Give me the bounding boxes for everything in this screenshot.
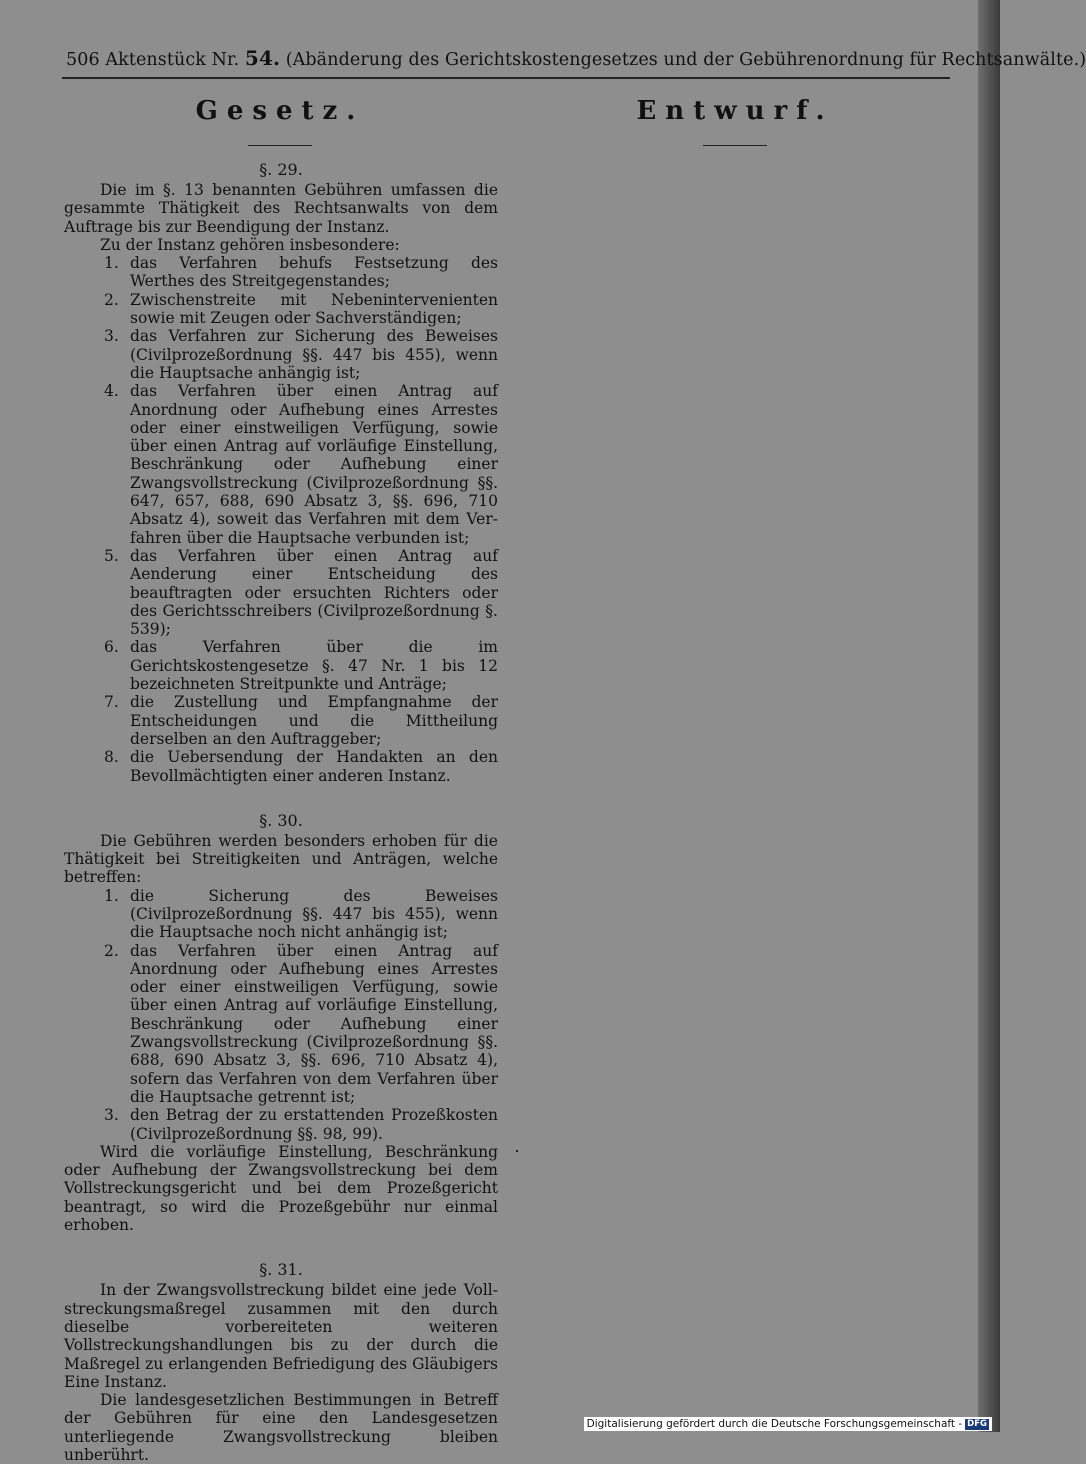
list-item-text: das Verfahren zur Sicherung des Beweises (Civilprozeßordnung §§. 447 bis 455), wenn die Hauptsache anhängig ist; bbox=[130, 327, 498, 382]
list-item bbox=[64, 887, 498, 942]
section-heading: §. 29. bbox=[259, 160, 303, 179]
section-heading: §. 31. bbox=[259, 1260, 303, 1280]
list-item-text: das Verfahren behufs Festsetzung des Werthes des Streitgegenstandes; bbox=[130, 254, 498, 291]
page-header bbox=[66, 46, 1086, 70]
document-subject: (Abänderung des Gerichtskostengesetzes und der Gebührenordnung für Rechtsanwälte.) bbox=[285, 50, 1086, 70]
list-item-text: die Uebersendung der Handakten an den Bevollmächtigten einer anderen Instanz. bbox=[130, 748, 498, 785]
list-item-number: 5. bbox=[104, 546, 119, 565]
list-item-number: 2. bbox=[104, 941, 119, 960]
list-item bbox=[64, 693, 498, 748]
list-item-text: die Zustellung und Empfangnahme der Entscheidungen und die Mittheilung derselben an den Auftraggeber; bbox=[130, 693, 498, 748]
right-column-title: Entwurf. bbox=[636, 96, 834, 126]
list-item-text: das Verfahren über einen Antrag auf Anordnung oder Aufhebung eines Arrestes oder einer einstweiligen Verfügung, sowie über einen Antrag auf vorläufige Einstellung, Beschränkung oder Aufhebung einer Zwangsvollstreckung (Civilprozeßordnung §§. 688, 690 Absatz 3, §§. 696, 710 Absatz 4), sofern das Verfahren von dem Verfahren über die Hauptsache getrennt ist; bbox=[130, 941, 498, 1106]
list-item-number: 6. bbox=[104, 638, 119, 657]
list-item bbox=[64, 638, 498, 693]
list-item-text: die Sicherung des Beweises (Civilprozeßordnung §§. 447 bis 455), wenn die Hauptsache noch nicht anhängig ist; bbox=[130, 886, 498, 942]
header-rule bbox=[62, 77, 950, 79]
enumerated-list bbox=[64, 887, 498, 1143]
list-item bbox=[64, 1106, 498, 1143]
section-gap bbox=[64, 785, 498, 811]
list-item bbox=[64, 327, 498, 382]
section-gap bbox=[64, 1234, 498, 1260]
scan-speck bbox=[516, 1150, 518, 1152]
list-item-number: 3. bbox=[104, 1106, 119, 1125]
list-item-number: 7. bbox=[104, 693, 119, 712]
left-column-title: Gesetz. bbox=[195, 96, 365, 126]
paragraph: Die landesgesetzlichen Bestimmungen in Betreff der Gebühren für eine den Landesgesetzen unterliegende Zwangsvollstreckung bleiben unberührt. bbox=[64, 1391, 498, 1464]
list-item-number: 1. bbox=[104, 254, 119, 273]
list-item-number: 4. bbox=[104, 382, 119, 401]
page-number: 506 bbox=[66, 50, 100, 70]
footer-text: Digitalisierung gefördert durch die Deutsche Forschungsgemeinschaft - bbox=[586, 1418, 963, 1430]
list-item bbox=[64, 291, 498, 328]
list-item bbox=[64, 942, 498, 1107]
section-heading: §. 30. bbox=[259, 810, 303, 830]
list-item-number: 8. bbox=[104, 748, 119, 767]
paragraph: Die Gebühren werden besonders erhoben für die Thätigkeit bei Streitigkeiten und Anträgen, welche betreffen: bbox=[64, 831, 498, 887]
list-item-number: 2. bbox=[104, 290, 119, 309]
list-item bbox=[64, 254, 498, 291]
left-column-body bbox=[64, 160, 498, 1464]
list-item-text: das Verfahren über einen Antrag auf Anordnung oder Aufhebung eines Arrestes oder einer einstweiligen Verfügung, sowie über einen Antrag auf vorläufige Einstellung, Beschränkung oder Aufhebung einer Zwangsvollstreckung (Civilprozeßordnung §§. 647, 657, 688, 690 Absatz 3, §§. 696, 710 Absatz 4), soweit das Verfahren mit dem Verfahren über die Hauptsache verbunden ist; bbox=[130, 382, 498, 547]
list-item bbox=[64, 382, 498, 547]
dfg-logo: DFG bbox=[967, 1418, 987, 1429]
document-label: Aktenstück Nr. bbox=[105, 50, 240, 70]
list-item-number: 3. bbox=[104, 327, 119, 346]
list-item-number: 1. bbox=[104, 886, 119, 905]
scan-edge bbox=[978, 0, 1000, 1432]
list-item bbox=[64, 547, 498, 638]
list-item-text: Zwischenstreite mit Nebenintervenienten sowie mit Zeugen oder Sachverständigen; bbox=[130, 290, 498, 328]
list-item-text: den Betrag der zu erstattenden Prozeßkosten (Civilprozeßordnung §§. 98, 99). bbox=[130, 1106, 498, 1143]
paragraph: Zu der Instanz gehören insbesondere: bbox=[100, 235, 400, 254]
list-item-text: das Verfahren über die im Gerichtskostengesetze §. 47 Nr. 1 bis 12 bezeichneten Streitpunkte und Anträge; bbox=[130, 638, 498, 694]
right-title-rule bbox=[703, 145, 767, 146]
document-number: 54. bbox=[244, 46, 281, 70]
paragraph: In der Zwangsvollstreckung bildet eine jede Vollstreckungsmaßregel zusammen mit den durch dieselbe vorbereiteten weiteren Vollstreckungshandlungen bis zu der durch die Maßregel zu erlangenden Befriedigung des Gläubigers Eine Instanz. bbox=[64, 1281, 498, 1391]
footer-credit bbox=[584, 1417, 992, 1431]
enumerated-list bbox=[64, 254, 498, 785]
left-title-rule bbox=[248, 145, 312, 146]
paragraph: Die im §. 13 benannten Gebühren umfassen die gesammte Thätigkeit des Rechtsanwalts von dem Auftrage bis zur Beendigung der Instanz. bbox=[64, 181, 498, 236]
paragraph: Wird die vorläufige Einstellung, Beschränkung oder Aufhebung der Zwangsvollstreckung bei dem Vollstreckungsgericht und bei dem Prozeßgericht beantragt, so wird die Prozeßgebühr nur einmal erhoben. bbox=[64, 1142, 498, 1235]
list-item-text: das Verfahren über einen Antrag auf Aenderung einer Entscheidung des beauftragten oder ersuchten Richters oder des Gerichtsschreibers (Civilprozeßordnung §. 539); bbox=[130, 546, 498, 639]
list-item bbox=[64, 748, 498, 785]
